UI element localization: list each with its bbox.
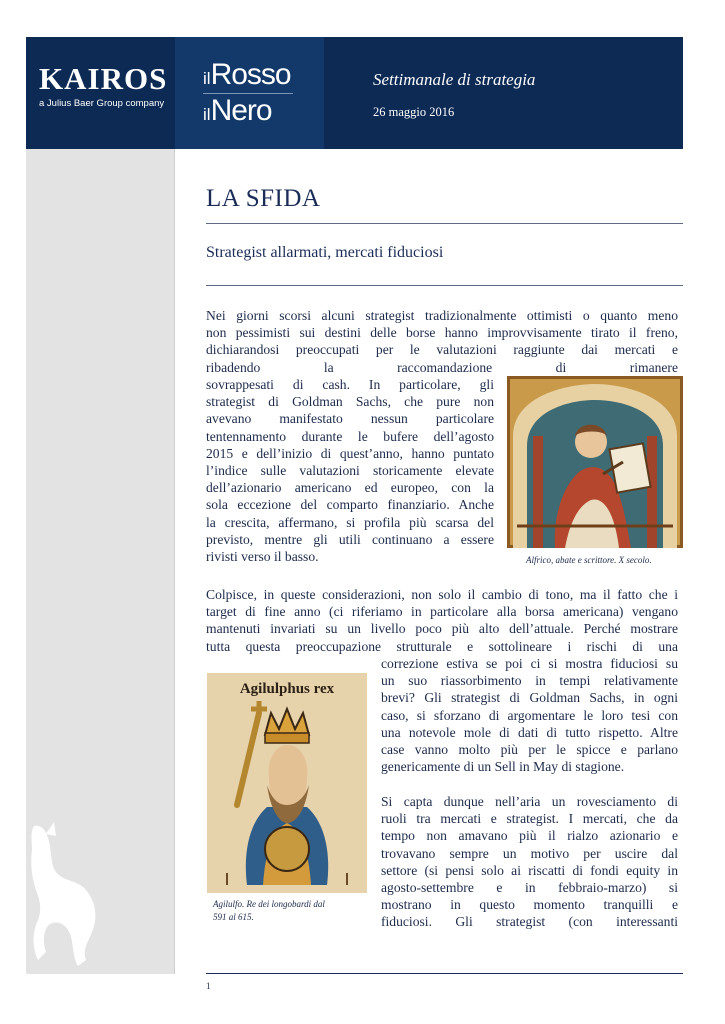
woodcut-king-image: [207, 673, 367, 893]
brand-logo: [175, 37, 324, 149]
caption-alfrico: Alfrico, abate e scrittore. X secolo.: [526, 555, 652, 565]
paragraph-1-full: Nei giorni scorsi alcuni strategist tradizionalmente ottimisti o quanto meno non pessimisti sui destini delle borse hanno improvvisamente tirato il freno, dichiarandosi preoccupati per le valutazioni raggiunte dai mercati e ribadendo la raccomandazione di rimanere: [206, 308, 678, 375]
paragraph-2-full: Colpisce, in queste considerazioni, non solo il cambio di tono, ma il fatto che i target di fine anno (ci riferiamo in particolare alla borsa americana) vengano mantenuti invariati su un livello poco più alto dell’attuale. Perché mostrare tutta questa preoccupazione strutturale e sottolineare i rischi di una: [206, 587, 678, 654]
paragraph-1-column: sovrappesati di cash. In particolare, gli strategist di Goldman Sachs, che pure non avevano manifestato nessun particolare tentennamento durante le bufere dell’agosto 2015 e dell’inizio di quest’anno, hanno puntato l’indice sulle valutazioni storicamente elevate dell’azionario americano ed europeo, con la sola eccezione del comparto finanziario. Anche la crescita, affermano, si profila più scarsa del previsto, mentre gli utili continuano a essere rivisti verso il basso.: [206, 377, 494, 565]
illuminated-manuscript-image: [507, 376, 683, 548]
brand-line-nero: ilNero: [203, 94, 272, 127]
kairos-logo-subtitle: a Julius Baer Group company: [39, 98, 165, 109]
caption-agilulfo: Agilulfo. Re dei longobardi dal 591 al 615.: [213, 899, 325, 922]
page-number: 1: [206, 981, 211, 991]
horse-watermark-icon: [26, 820, 101, 972]
header-banner: [26, 37, 683, 149]
subtitle-rule: [206, 285, 683, 286]
publication-title: Settimanale di strategia: [373, 70, 536, 89]
image-agilulfo: [207, 673, 367, 893]
article-title: LA SFIDA: [206, 185, 321, 212]
kairos-logo: [26, 37, 174, 149]
footer-rule: [206, 973, 683, 974]
brand-line-rosso: ilRosso: [203, 58, 291, 91]
publication-date: 26 maggio 2016: [373, 105, 455, 119]
image-alfrico: [507, 376, 683, 548]
paragraph-2-column: correzione estiva se poi ci si mostra fiduciosi su un suo riassorbimento in tempi relativamente brevi? Gli strategist di Goldman Sachs, in ogni caso, si sforzano di argomentare le loro tesi con una notevole mole di dati di tutto rispetto. Altre case vanno molto più per le spicce e parlano genericamente di un Sell in May di stagione.: [381, 656, 678, 775]
paragraph-3: Si capta dunque nell’aria un rovesciamento di ruoli tra mercati e strategist. I mercati, che da tempo non amavano più il rialzo azionario e trovavano sempre un motivo per uscire dal settore (si pensi solo ai riscatti di fondi equity in agosto-settembre e in febbraio-marzo) si mostrano in questo momento tranquilli e fiduciosi. Gli strategist (con interessanti: [381, 794, 678, 930]
article-subtitle: Strategist allarmati, mercati fiduciosi: [206, 244, 444, 261]
title-rule: [206, 223, 683, 224]
kairos-logo-text: KAIROS: [39, 61, 168, 96]
woodcut-label: Agilulphus rex: [239, 681, 335, 697]
sidebar-divider: [174, 149, 175, 974]
